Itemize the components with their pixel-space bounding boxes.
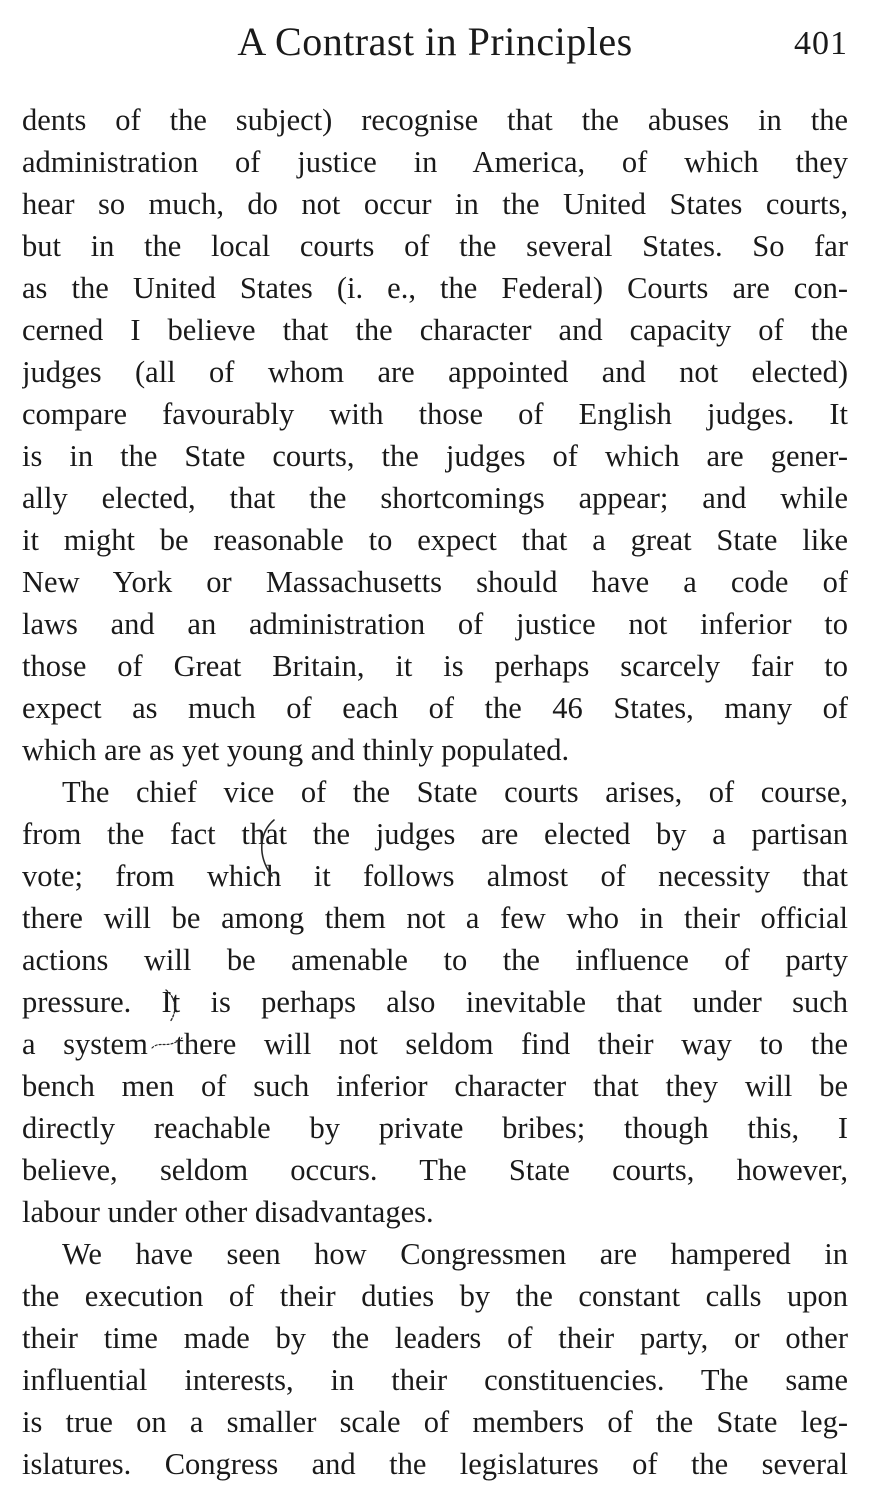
text-line: dents of the subject) recognise that the abuses in the xyxy=(22,103,848,137)
running-head xyxy=(22,14,848,70)
text-line: cerned I believe that the character and capacity of the xyxy=(22,313,848,347)
text-line: hear so much, do not occur in the United States courts, xyxy=(22,187,848,221)
text-line: influential interests, in their constituencies. The same xyxy=(22,1363,848,1397)
text-line: labour under other disadvantages. xyxy=(22,1195,434,1229)
text-line: islatures. Congress and the legislatures of the several xyxy=(22,1447,848,1481)
text-line: bench men of such inferior character that they will be xyxy=(22,1069,848,1103)
text-line: New York or Massachusetts should have a code of xyxy=(22,565,848,599)
text-line: the execution of their duties by the constant calls upon xyxy=(22,1279,848,1313)
body-text xyxy=(22,99,848,1485)
text-line: actions will be amenable to the influence of party xyxy=(22,943,848,977)
text-line: those of Great Britain, it is perhaps scarcely fair to xyxy=(22,649,848,683)
text-line: compare favourably with those of English judges. It xyxy=(22,397,848,431)
text-line: it might be reasonable to expect that a great State like xyxy=(22,523,848,557)
text-line: administration of justice in America, of which they xyxy=(22,145,848,179)
text-line: pressure. It is perhaps also inevitable that under such xyxy=(22,985,848,1019)
paragraph-1 xyxy=(22,99,848,771)
text-line: there will be among them not a few who in their official xyxy=(22,901,848,935)
text-line: their time made by the leaders of their party, or other xyxy=(22,1321,848,1355)
paragraph-2 xyxy=(22,771,848,1233)
text-line: directly reachable by private bribes; though this, I xyxy=(22,1111,848,1145)
paragraph-3 xyxy=(22,1233,848,1485)
page-number: 401 xyxy=(794,25,848,62)
text-line: laws and an administration of justice not inferior to xyxy=(22,607,848,641)
text-line: ally elected, that the shortcomings appear; and while xyxy=(22,481,848,515)
text-line: as the United States (i. e., the Federal) Courts are con- xyxy=(22,271,848,305)
text-line: is in the State courts, the judges of which are gener- xyxy=(22,439,848,473)
page-title: A Contrast in Principles xyxy=(237,19,633,64)
text-line: from the fact that the judges are elected by a partisan xyxy=(22,817,848,851)
text-line: We have seen how Congressmen are hampered in xyxy=(62,1237,848,1271)
text-line: expect as much of each of the 46 States, many of xyxy=(22,691,848,725)
text-line: vote; from which it follows almost of necessity that xyxy=(22,859,848,893)
text-line: judges (all of whom are appointed and not elected) xyxy=(22,355,848,389)
text-line: The chief vice of the State courts arises, of course, xyxy=(62,775,848,809)
text-line: which are as yet young and thinly populated. xyxy=(22,733,570,767)
text-line: is true on a smaller scale of members of the State leg- xyxy=(22,1405,848,1439)
text-line: a system there will not seldom find their way to the xyxy=(22,1027,848,1061)
text-line: believe, seldom occurs. The State courts, however, xyxy=(22,1153,848,1187)
text-line: but in the local courts of the several States. So far xyxy=(22,229,848,263)
